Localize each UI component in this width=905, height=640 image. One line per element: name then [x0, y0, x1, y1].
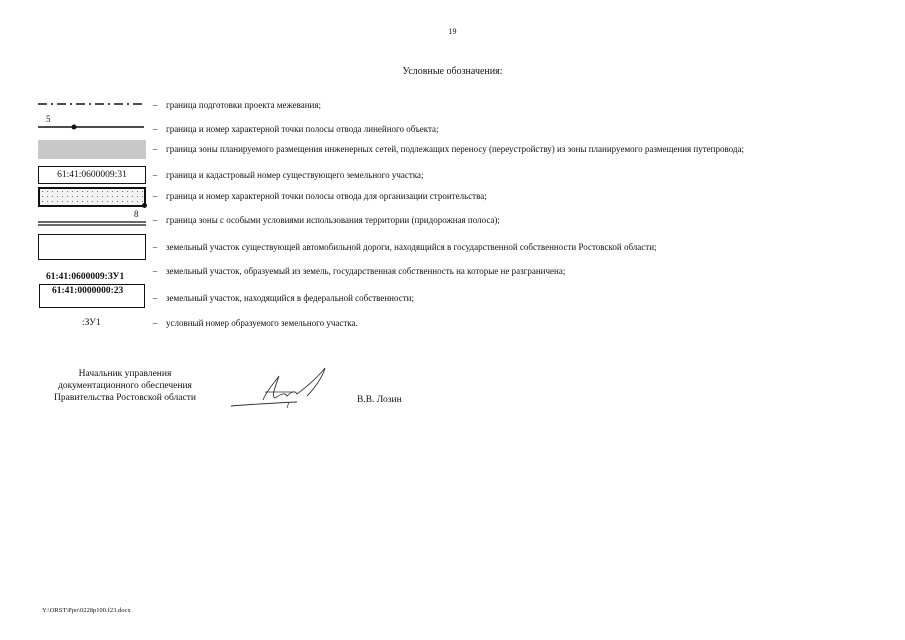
legend-description: граница и номер характерной точки полосы отвода для организации строительства;	[166, 191, 487, 201]
legend-item-engineering-networks-zone	[38, 140, 888, 160]
conditional-number-label: :ЗУ1	[82, 318, 101, 328]
legend-separator: –	[152, 100, 158, 110]
legend-description: земельный участок существующей автомобильной дороги, находящийся в государственной собственности Ростовской области;	[166, 242, 657, 252]
position-line-3: Правительства Ростовской области	[54, 393, 196, 403]
road-parcel-box	[38, 234, 146, 260]
conditional-number-symbol	[38, 314, 148, 334]
position-line-2: документационного обеспечения	[58, 381, 192, 391]
cadastral-number-label: 61:41:0600009:31	[38, 166, 146, 184]
legend-description: земельный участок, образуемый из земель, государственная собственность на которые не разграничена;	[166, 266, 566, 276]
signatory-position	[30, 368, 220, 404]
cadastral-box-symbol	[38, 166, 148, 186]
legend-item-roadside-zone	[38, 211, 888, 231]
legend-description: граница и номер характерной точки полосы отвода линейного объекта;	[166, 124, 439, 134]
legend-separator: –	[152, 215, 158, 225]
bold-label-symbol	[38, 262, 148, 282]
legend-item-conditional-number	[38, 314, 888, 334]
legend-separator: –	[152, 170, 158, 180]
dotted-box-symbol	[38, 187, 148, 207]
legend-item-new-parcel	[38, 262, 888, 282]
legend-separator: –	[152, 144, 158, 154]
gray-zone-fill	[38, 140, 146, 159]
gray-zone-symbol	[38, 140, 148, 160]
double-line-symbol	[38, 211, 148, 231]
legend-item-federal-parcel	[38, 284, 888, 310]
point-number-label: 5	[46, 114, 51, 124]
page-number: 19	[448, 27, 457, 36]
new-parcel-number-label: 61:41:0600009:ЗУ1	[46, 272, 125, 282]
position-line-1: Начальник управления	[78, 369, 172, 379]
dotted-fill	[38, 187, 146, 207]
legend-description: граница зоны с особыми условиями использования территории (придорожная полоса);	[166, 215, 500, 225]
legend-description: граница и кадастровый номер существующего земельного участка;	[166, 170, 424, 180]
legend-description: граница подготовки проекта межевания;	[166, 100, 322, 110]
legend-separator: –	[152, 318, 158, 328]
legend-separator: –	[152, 242, 158, 252]
line-with-point-symbol	[38, 114, 148, 140]
dash-dot-line-symbol	[38, 96, 148, 116]
handwritten-signature	[225, 362, 345, 412]
legend-item-road-parcel	[38, 234, 888, 260]
legend-title: Условные обозначения:	[402, 66, 503, 77]
legend-description: условный номер образуемого земельного участка.	[166, 318, 358, 328]
zone-number-label: 8	[134, 209, 139, 219]
signatory-name: В.В. Лозин	[357, 395, 402, 405]
characteristic-point-marker	[142, 203, 147, 208]
footer-file-path: Y:\ORST\Ppo\0228p100.f23.docx	[42, 607, 131, 614]
legend-separator: –	[152, 191, 158, 201]
legend-separator: –	[152, 266, 158, 276]
legend-item-construction-zone	[38, 187, 888, 207]
legend-item-project-boundary	[38, 96, 888, 116]
legend-description: граница зоны планируемого размещения инженерных сетей, подлежащих переносу (переустройству) из зоны планируемого размещения путепровода;	[166, 144, 744, 154]
legend-separator: –	[152, 293, 158, 303]
legend-item-linear-object-boundary	[38, 114, 888, 140]
plain-box-symbol	[38, 234, 148, 260]
federal-parcel-number-label: 61:41:0000000:23	[52, 286, 124, 296]
federal-box-symbol	[38, 284, 148, 310]
legend-description: земельный участок, находящийся в федеральной собственности;	[166, 293, 414, 303]
legend-separator: –	[152, 124, 158, 134]
legend-item-existing-parcel	[38, 166, 888, 186]
